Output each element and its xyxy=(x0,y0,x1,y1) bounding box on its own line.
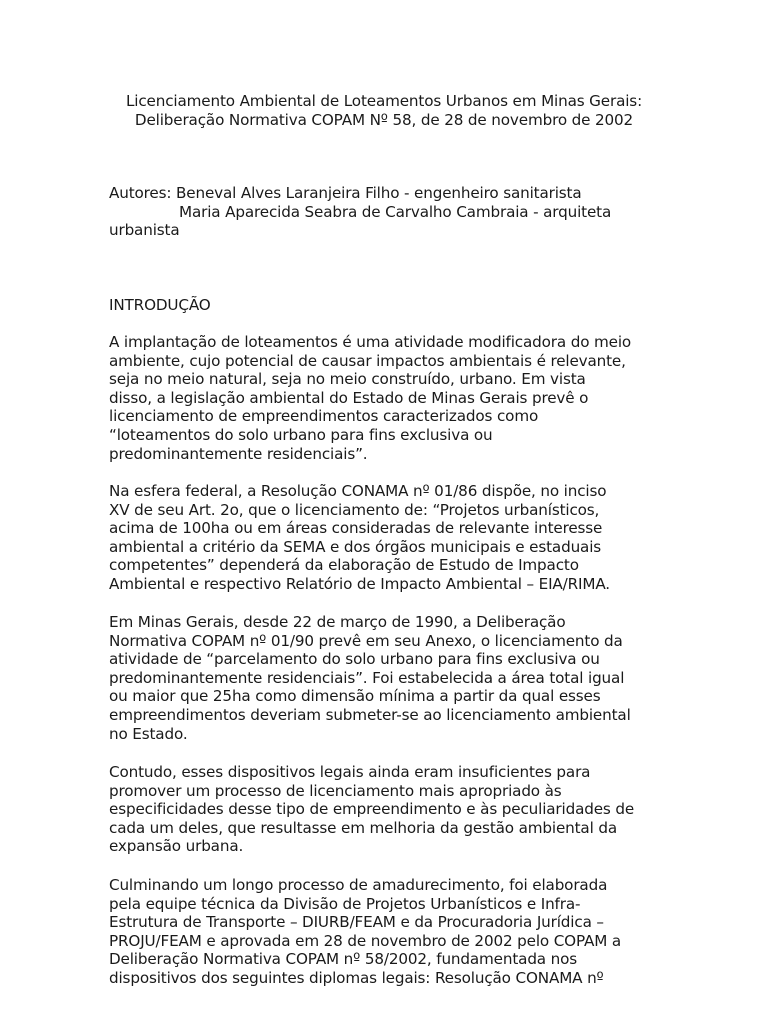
text-line: Deliberação Normativa COPAM nº 58/2002, fundamentada nos xyxy=(109,950,578,969)
text-line: disso, a legislação ambiental do Estado de Minas Gerais prevê o xyxy=(109,388,589,407)
text-line: especificidades desse tipo de empreendimento e às peculiaridades de xyxy=(109,800,635,819)
text-line: A implantação de loteamentos é uma atividade modificadora do meio xyxy=(109,333,632,351)
text-line: atividade de “parcelamento do solo urbano para fins exclusiva ou xyxy=(109,650,600,669)
paragraph-4 xyxy=(109,763,669,856)
text-line: competentes” dependerá da elaboração de Estudo de Impacto xyxy=(109,556,579,575)
authors-line: Autores: Beneval Alves Laranjeira Filho - engenheiro sanitarista xyxy=(109,184,582,202)
text-line: Em Minas Gerais, desde 22 de março de 1990, a Deliberação xyxy=(109,613,566,631)
text-line: cada um deles, que resultasse em melhoria da gestão ambiental da xyxy=(109,818,617,837)
title-line: Licenciamento Ambiental de Loteamentos Urbanos em Minas Gerais: xyxy=(125,92,643,110)
text-line: Culminando um longo processo de amadurecimento, foi elaborada xyxy=(109,876,608,894)
text-line: predominantemente residenciais”. Foi estabelecida a área total igual xyxy=(109,668,625,687)
text-line: acima de 100ha ou em áreas consideradas de relevante interesse xyxy=(109,519,603,538)
paragraph-3 xyxy=(109,613,669,743)
text-line: “loteamentos do solo urbano para fins exclusiva ou xyxy=(109,425,493,444)
text-line: seja no meio natural, seja no meio construído, urbano. Em vista xyxy=(109,370,586,389)
text-line: pela equipe técnica da Divisão de Projetos Urbanísticos e Infra- xyxy=(109,894,581,913)
text-line: ou maior que 25ha como dimensão mínima a partir da qual esses xyxy=(109,687,601,706)
section-heading: INTRODUÇÃO xyxy=(109,296,211,314)
text-line: licenciamento de empreendimentos caracterizados como xyxy=(109,407,539,426)
paragraph-2 xyxy=(109,482,669,594)
text-line: Na esfera federal, a Resolução CONAMA nº 01/86 dispõe, no inciso xyxy=(109,482,607,500)
text-line: Normativa COPAM nº 01/90 prevê em seu Anexo, o licenciamento da xyxy=(109,631,623,650)
text-line: Ambiental e respectivo Relatório de Impacto Ambiental – EIA/RIMA. xyxy=(109,574,610,593)
title-line: Deliberação Normativa COPAM Nº 58, de 28 de novembro de 2002 xyxy=(134,110,634,129)
text-line: no Estado. xyxy=(109,724,188,743)
authors-line: urbanista xyxy=(109,221,180,240)
text-line: PROJU/FEAM e aprovada em 28 de novembro de 2002 pelo COPAM a xyxy=(109,931,622,950)
paragraph-5 xyxy=(109,876,669,988)
document-title xyxy=(0,92,768,129)
paragraph-1 xyxy=(109,333,669,463)
text-line: ambiental a critério da SEMA e dos órgãos municipais e estaduais xyxy=(109,537,602,556)
text-line: expansão urbana. xyxy=(109,837,244,856)
authors-block xyxy=(109,184,669,240)
text-line: empreendimentos deveriam submeter-se ao licenciamento ambiental xyxy=(109,705,631,724)
text-line: promover um processo de licenciamento mais apropriado às xyxy=(109,781,562,800)
text-line: Contudo, esses dispositivos legais ainda eram insuficientes para xyxy=(109,763,591,781)
text-line: predominantemente residenciais”. xyxy=(109,444,368,463)
text-line: ambiente, cujo potencial de causar impactos ambientais é relevante, xyxy=(109,351,626,370)
text-line: dispositivos dos seguintes diplomas legais: Resolução CONAMA nº xyxy=(109,968,604,987)
text-line: XV de seu Art. 2o, que o licenciamento de: “Projetos urbanísticos, xyxy=(109,500,600,519)
text-line: Estrutura de Transporte – DIURB/FEAM e da Procuradoria Jurídica – xyxy=(109,913,604,932)
authors-line: Maria Aparecida Seabra de Carvalho Cambraia - arquiteta xyxy=(179,202,612,221)
